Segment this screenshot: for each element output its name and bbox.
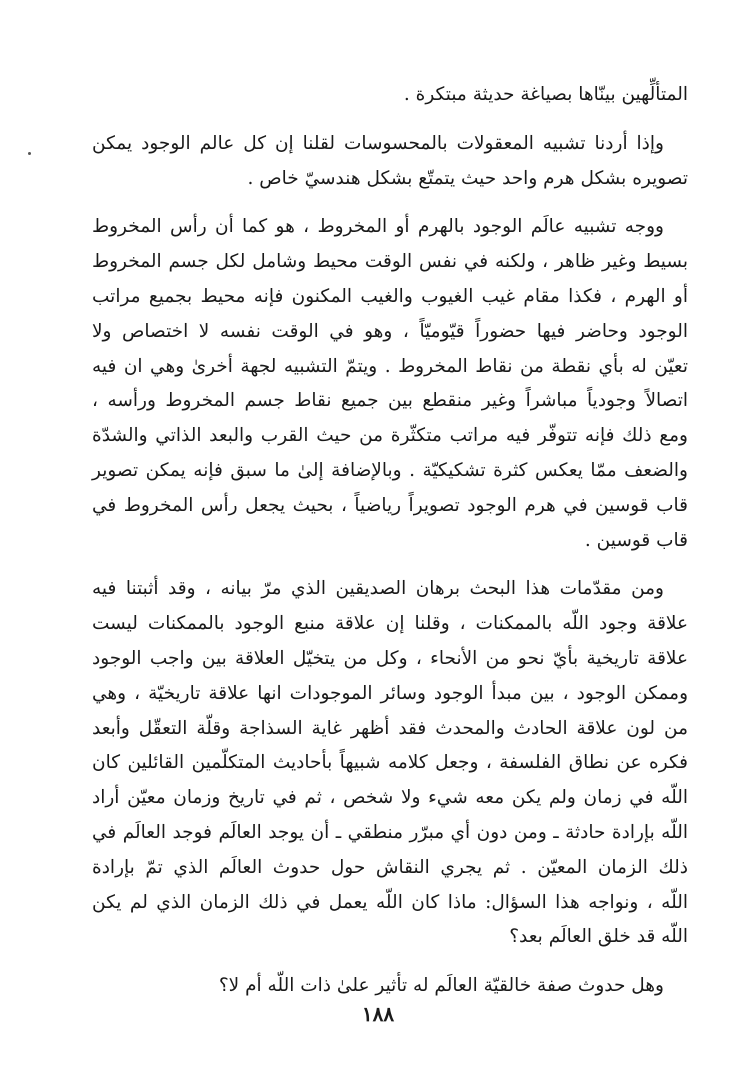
text-line: بسيط وغير ظاهر ، ولكنه في نفس الوقت محيط وشامل لكل جسم المخروط xyxy=(92,251,688,273)
text-line: فكره عن نطاق الفلسفة ، وجعل كلامه شبيهاً بأحاديث المتكلّمين القائلين كان xyxy=(92,752,688,774)
text-line: والضعف ممّا يعكس كثرة تشكيكيّة . وبالإضافة إلىٰ ما سبق فإنه يمكن تصوير xyxy=(92,459,688,481)
paragraph-5 xyxy=(92,969,688,1004)
text-line: ومن مقدّمات هذا البحث برهان الصديقين الذي مرّ بيانه ، وقد أثبتنا فيه xyxy=(92,578,664,600)
text-line: أو الهرم ، فكذا مقام غيب الغيوب والغيب المكنون فإنه محيط بجميع مراتب xyxy=(92,285,688,307)
text-line: وإذا أردنا تشبيه المعقولات بالمحسوسات لقلنا إن كل عالم الوجود يمكن xyxy=(92,132,664,154)
text-line: علاقة وجود اللّه بالممكنات ، وقلنا إن علاقة منبع الوجود بالممكنات ليست xyxy=(92,613,688,635)
text-line: اللّه في زمان ولم يكن معه شيء ولا شخص ، ثم في تاريخ وزمان معيّن أراد xyxy=(92,787,688,809)
text-line: اللّه ، ونواجه هذا السؤال: ماذا كان اللّه يعمل في ذلك الزمان الذي لم يكن xyxy=(92,891,688,913)
page-number: ١٨٨ xyxy=(361,1002,395,1026)
text-line: قاب قوسين . xyxy=(584,529,688,551)
text-line: قاب قوسين في هرم الوجود تصويراً رياضياً ، بحيث يجعل رأس المخروط في xyxy=(92,494,688,516)
text-line: من لون علاقة الحادث والمحدث فقد أظهر غاية السذاجة وقلّة التعقّل وأبعد xyxy=(92,717,688,739)
text-line: المتألِّهين بينّاها بصياغة حديثة مبتكرة . xyxy=(403,84,688,105)
paragraph-1 xyxy=(92,78,688,113)
text-line: اللّه قد خلق العالَم بعد؟ xyxy=(509,926,688,948)
paragraph-2 xyxy=(92,127,688,197)
text-line: تصويره بشكل هرم واحد حيث يتمتّع بشكل هندسيّ خاص . xyxy=(247,167,688,189)
text-line: وهل حدوث صفة خالقيّة العالَم له تأثير علىٰ ذات اللّه أم لا؟ xyxy=(218,975,664,997)
text-line: الوجود وحاضر فيها حضوراً قيّوميّاً ، وهو في الوقت نفسه لا اختصاص ولا xyxy=(92,320,688,342)
paragraph-3 xyxy=(92,210,688,558)
text-line: تعيّن له بأي نقطة من نقاط المخروط . ويتمّ التشبيه لجهة أخرىٰ وهي ان فيه xyxy=(92,355,688,377)
margin-mark xyxy=(28,152,31,155)
text-line: ذلك الزمان المعيّن . ثم يجري النقاش حول حدوث العالَم الذي تمّ بإرادة xyxy=(92,856,688,878)
book-page xyxy=(92,78,688,1004)
paragraph-4 xyxy=(92,572,688,955)
text-line: اللّه بإرادة حادثة ـ ومن دون أي مبرّر منطقي ـ أن يوجد العالَم فوجد العالَم في xyxy=(92,821,688,843)
text-line: وممكن الوجود ، بين مبدأ الوجود وسائر الموجودات انها علاقة تاريخيّة ، وهي xyxy=(92,682,688,704)
text-line: ووجه تشبيه عالَم الوجود بالهرم أو المخروط ، هو كما أن رأس المخروط xyxy=(92,216,664,238)
text-line: علاقة تاريخية بأيّ نحو من الأنحاء ، وكل من يتخيّل العلاقة بين واجب الوجود xyxy=(92,647,688,669)
text-line: ومع ذلك فإنه تتوفّر فيه مراتب متكثّرة من حيث القرب والبعد الذاتي والشدّة xyxy=(92,425,688,447)
text-line: اتصالاً وجودياً مباشراً وغير منقطع بين جميع نقاط جسم المخروط ورأسه ، xyxy=(92,390,688,412)
